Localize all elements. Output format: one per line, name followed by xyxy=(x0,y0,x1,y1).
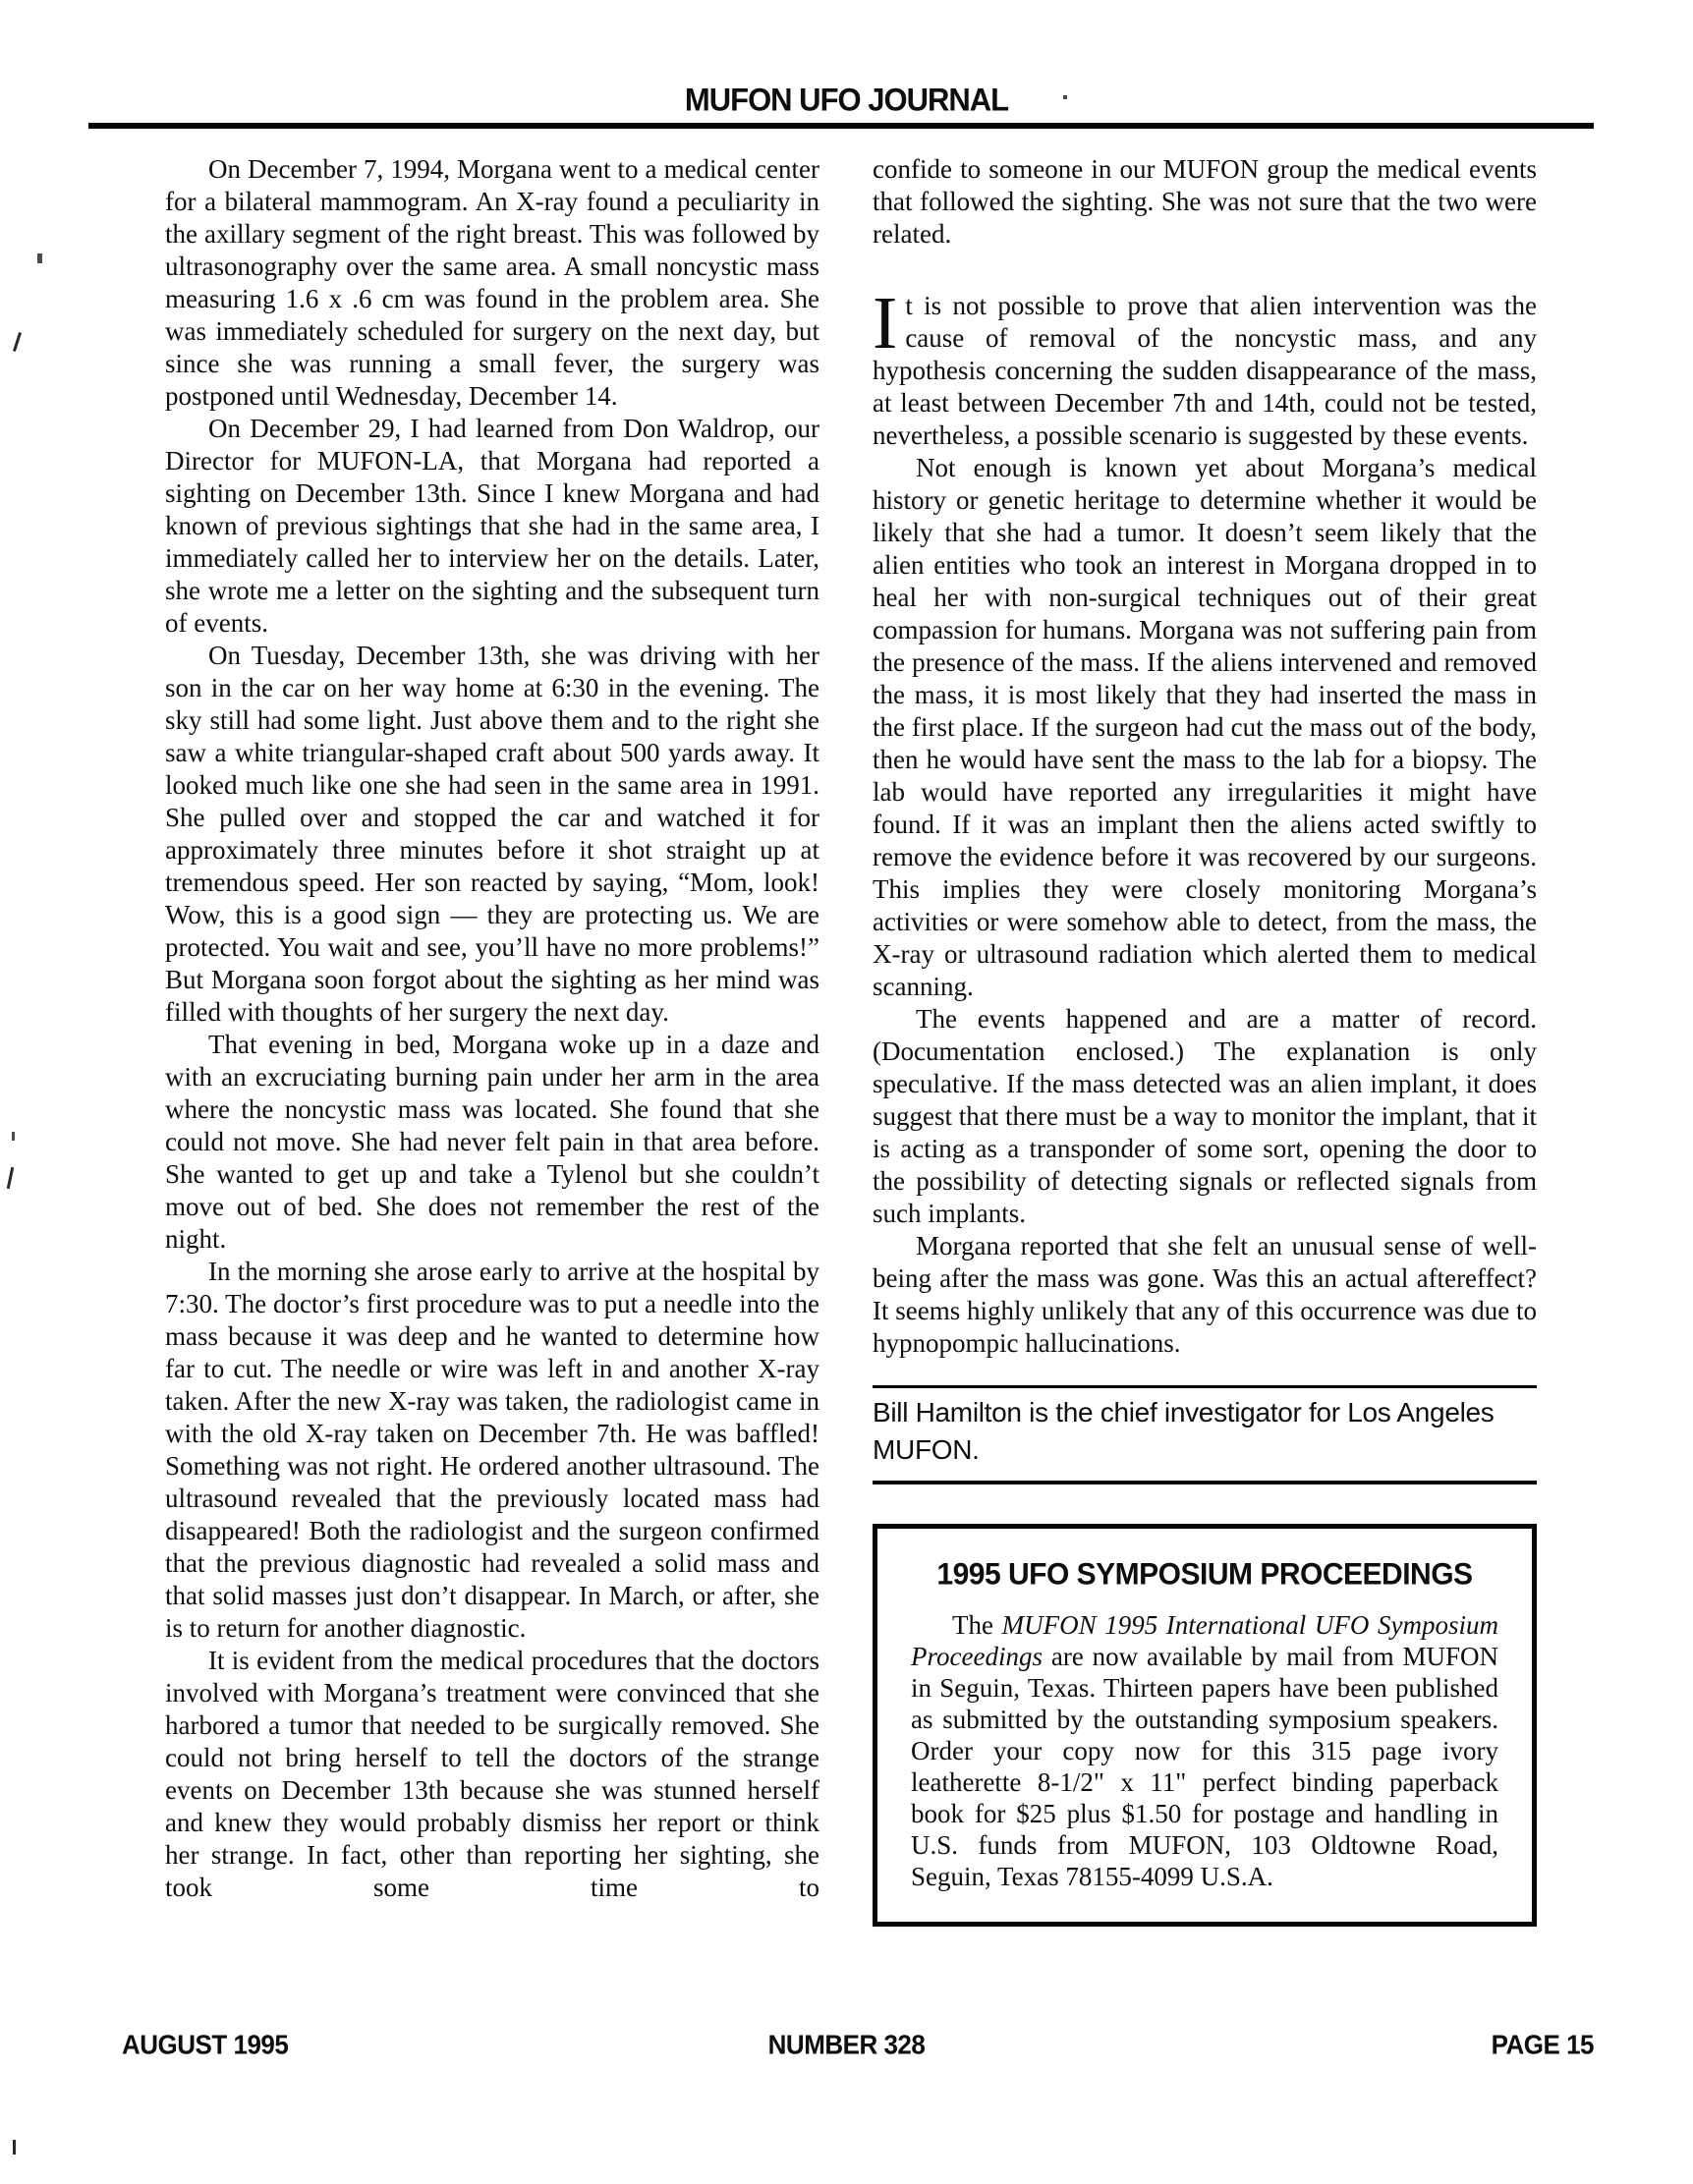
scan-artifact xyxy=(1063,95,1067,99)
scan-artifact xyxy=(13,2140,16,2155)
promo-box-title: 1995 UFO SYMPOSIUM PROCEEDINGS xyxy=(936,1557,1473,1592)
paragraph: That evening in bed, Morgana woke up in a daze and with an excruciating burning pain under her arm in the area where the noncystic mass was located. She found that she could not move. She had never felt pain in that area before. She wanted to get up and take a Tylenol but she couldn’t move out of bed. She does not remember the rest of the night. xyxy=(165,1030,819,1254)
paragraph-continuation: confide to someone in our MUFON group the medical events that followed the sighting. She was not sure that the two were related. xyxy=(873,154,1537,249)
promo-body-rest: are now available by mail from MUFON in Seguin, Texas. Thirteen papers have been published as submitted by the outstanding symposium speakers. Order your copy now for this 315 page ivory leatherette 8-1/2" x 11" perfect binding paperback book for $25 plus $1.50 for postage and handling in U.S. funds from MUFON, 103 Oldtowne Road, Seguin, Texas 78155-4099 U.S.A. xyxy=(911,1642,1498,1891)
paragraph: Not enough is known yet about Morgana’s medical history or genetic heritage to determine whether it would be likely that she had a tumor. It doesn’t seem likely that the alien entities who took an interest in Morgana dropped in to heal her with non-surgical techniques out of their great compassion for humans. Morgana was not suffering pain from the presence of the mass. If the aliens intervened and removed the mass, it is most likely that they had inserted the mass in the first place. If the surgeon had cut the mass out of the body, then he would have sent the mass to the lab for a biopsy. The lab would have reported any irregularities it might have found. If it was an implant then the aliens acted swiftly to remove the evidence before it was recovered by our surgeons. This implies they were closely monitoring Morgana’s activities or were somehow able to detect, from the mass, the X-ray or ultrasound radiation which alerted them to medical scanning. xyxy=(873,453,1537,1001)
footer-issue-date: AUGUST 1995 xyxy=(122,2029,289,2060)
paragraph: In the morning she arose early to arrive at the hospital by 7:30. The doctor’s first procedure was to put a needle into the mass because it was deep and he wanted to determine how far to cut. The needle or wire was left in and another X-ray taken. After the new X-ray was taken, the radiologist came in with the old X-ray taken on December 7th. He was baffled! Something was not right. He ordered another ultrasound. The ultrasound revealed that the previously located mass had disappeared! Both the radiologist and the surgeon confirmed that the previous diagnostic had revealed a solid mass and that solid masses just don’t disappear. In March, or after, she is to return for another diagnostic. xyxy=(165,1257,819,1643)
scan-artifact xyxy=(13,332,22,352)
header-rule xyxy=(88,123,1594,129)
scan-artifact xyxy=(12,1132,15,1141)
author-byline: Bill Hamilton is the chief investigator for Los Angeles MUFON. xyxy=(873,1385,1537,1484)
right-column xyxy=(873,153,1537,1927)
paragraph: On December 7, 1994, Morgana went to a medical center for a bilateral mammogram. An X-ray found a peculiarity in the axillary segment of the right breast. This was followed by ultrasonography over the same area. A small noncystic mass measuring 1.6 x .6 cm was found in the problem area. She was immediately scheduled for surgery on the next day, but since she was running a small fever, the surgery was postponed until Wednesday, December 14. xyxy=(165,154,819,411)
journal-title: MUFON UFO JOURNAL xyxy=(684,82,1009,118)
footer-page-label: PAGE 15 xyxy=(1491,2029,1594,2060)
promo-publication-title: MUFON 1995 International UFO Symposium Proceedings xyxy=(911,1610,1498,1671)
paragraph-text: t is not possible to prove that alien intervention was the cause of removal of the noncystic mass, and any hypothesis concerning the sudden disappearance of the mass, at least between December 7th and 14th, could not be tested, nevertheless, a possible scenario is suggested by these events. xyxy=(873,291,1537,450)
scan-artifact xyxy=(37,253,42,263)
symposium-promo-box xyxy=(873,1524,1537,1927)
left-column xyxy=(165,153,819,1904)
paragraph: It is evident from the medical procedures that the doctors involved with Morgana’s treatment were convinced that she harbored a tumor that needed to be surgically removed. She could not bring herself to tell the doctors of the strange events on December 13th because she was stunned herself and knew they would probably dismiss her report or think her strange. In fact, other than reporting her sighting, she took some time to xyxy=(165,1646,819,1902)
paragraph: On December 29, I had learned from Don Waldrop, our Director for MUFON-LA, that Morgana had reported a sighting on December 13th. Since I knew Morgana and had known of previous sightings that she had in the same area, I immediately called her to interview her on the details. Later, she wrote me a letter on the sighting and the subsequent turn of events. xyxy=(165,414,819,638)
paragraph: On Tuesday, December 13th, she was driving with her son in the car on her way home at 6:30 in the evening. The sky still had some light. Just above them and to the right she saw a white triangular-shaped craft about 500 yards away. It looked much like one she had seen in the same area in 1991. She pulled over and stopped the car and watched it for approximately three minutes before it shot straight up at tremendous speed. Her son reacted by saying, “Mom, look! Wow, this is a good sign — they are protecting us. We are protected. You wait and see, you’ll have no more problems!” But Morgana soon forgot about the sighting as her mind was filled with thoughts of her surgery the next day. xyxy=(165,641,819,1027)
promo-lead-in: The xyxy=(952,1610,1002,1640)
paragraph: Morgana reported that she felt an unusual sense of well-being after the mass was gone. Was this an actual aftereffect? It seems highly unlikely that any of this occurrence was due to hypnopompic hallucinations. xyxy=(873,1231,1537,1358)
footer-issue-number: NUMBER 328 xyxy=(767,2029,926,2060)
drop-cap: I xyxy=(873,282,898,364)
scan-artifact xyxy=(7,1167,15,1189)
promo-box-text xyxy=(911,1609,1498,1892)
paragraph: The events happened and are a matter of record. (Documentation enclosed.) The explanation is only speculative. If the mass detected was an alien implant, it does suggest that there must be a way to monitor the implant, that it is acting as a transponder of some sort, opening the door to the possibility of detecting signals or reflected signals from such implants. xyxy=(873,1004,1537,1228)
paragraph xyxy=(873,282,1537,452)
